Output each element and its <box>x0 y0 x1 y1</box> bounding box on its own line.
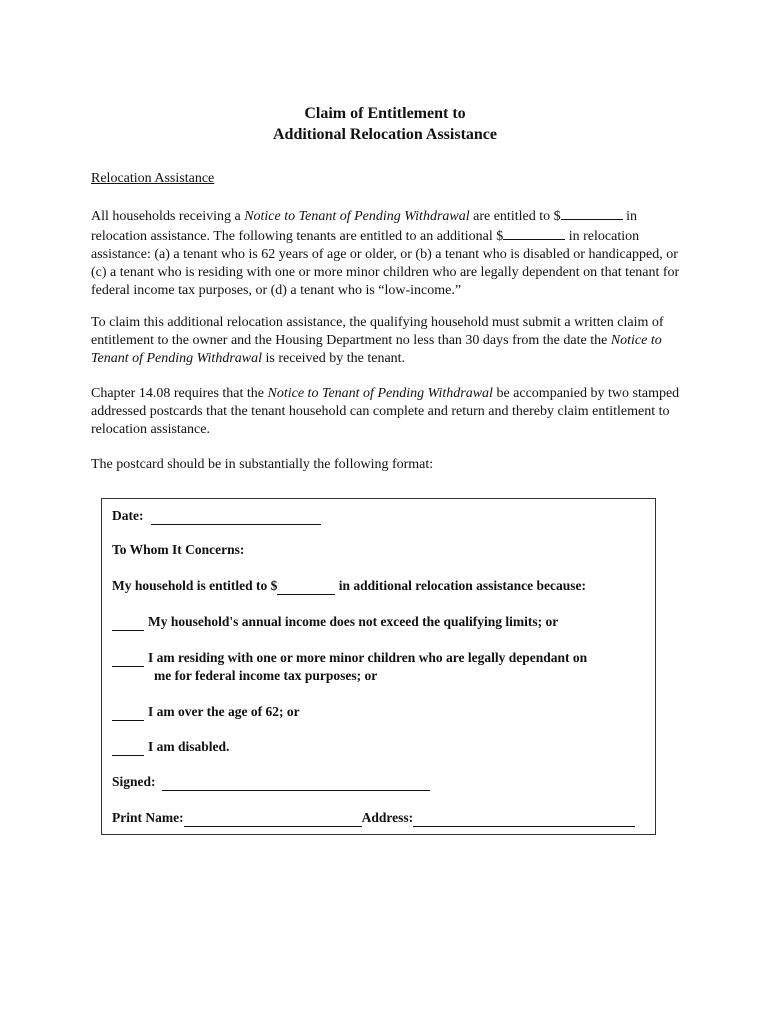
p1-text-additional: in relocation assistance. The following tenants are entitled to an additional $ <box>91 209 637 244</box>
p3-text-before: Chapter 14.08 requires that the <box>91 386 268 401</box>
p1-text-before: All households receiving a <box>91 209 245 224</box>
option-income-label: My household's annual income does not exceed the qualifying limits; or <box>148 614 559 629</box>
print-name-field[interactable] <box>184 812 362 827</box>
entitled-amount-field[interactable] <box>277 580 335 595</box>
section-heading: Relocation Assistance <box>91 171 215 186</box>
document-title <box>0 103 770 145</box>
date-row <box>112 507 321 525</box>
option-disabled-checkbox[interactable] <box>112 742 144 756</box>
date-field[interactable] <box>151 510 321 525</box>
option-minor-checkbox[interactable] <box>112 653 144 667</box>
entitlement-row <box>112 577 586 595</box>
signature-row <box>112 773 430 791</box>
option-age-label: I am over the age of 62; or <box>148 704 300 719</box>
title-line-1: Claim of Entitlement to <box>304 105 466 122</box>
p2-text-after: is received by the tenant. <box>262 351 406 366</box>
signed-label: Signed: <box>112 774 156 789</box>
print-name-label: Print Name: <box>112 810 184 825</box>
p1-notice-title: Notice to Tenant of Pending Withdrawal <box>244 209 470 224</box>
paragraph-chapter <box>91 385 681 439</box>
p2-notice-title: Notice to Tenant of Pending Withdrawal <box>91 333 662 366</box>
paragraph-format-intro: The postcard should be in substantially the following format: <box>91 457 434 472</box>
p2-text-before: To claim this additional relocation assistance, the qualifying household must submit a written claim of entitlement to the owner and the Housing Department no less than 30 days from the date the <box>91 315 664 348</box>
option-minor-continuation: me for federal income tax purposes; or <box>154 668 378 683</box>
p1-text-amount-label: are entitled to $ <box>469 209 561 224</box>
date-label: Date: <box>112 508 144 523</box>
option-age-row <box>112 703 300 721</box>
postcard-form <box>101 498 656 835</box>
address-field[interactable] <box>413 812 635 827</box>
name-address-row <box>112 809 635 827</box>
option-minor-row <box>112 649 587 667</box>
p3-notice-title: Notice to Tenant of Pending Withdrawal <box>267 386 493 401</box>
amount-blank-1 <box>561 206 623 220</box>
p1-text-conditions: in relocation assistance: (a) a tenant who is 62 years of age or older, or (b) a tenant who is disabled or handicapped, or (c) a tenant who is residing with one or more minor children who are legally dependent on that tenant for federal income tax purposes, or (d) a tenant who is “low-income.” <box>91 229 680 298</box>
salutation: To Whom It Concerns: <box>112 542 245 557</box>
option-income-row <box>112 613 558 631</box>
entitled-text-after: in additional relocation assistance because: <box>335 578 587 593</box>
option-income-checkbox[interactable] <box>112 617 144 631</box>
option-minor-label: I am residing with one or more minor children who are legally dependant on <box>148 650 588 665</box>
title-line-2: Additional Relocation Assistance <box>272 126 497 143</box>
address-label: Address: <box>361 810 414 825</box>
signature-field[interactable] <box>162 776 430 791</box>
paragraph-claim <box>91 314 681 368</box>
paragraph-entitlement <box>91 206 681 300</box>
option-disabled-label: I am disabled. <box>148 739 230 754</box>
option-disabled-row <box>112 738 229 756</box>
p3-text-after: be accompanied by two stamped addressed postcards that the tenant household can complete and return and thereby claim entitlement to relocation assistance. <box>91 386 680 437</box>
option-age-checkbox[interactable] <box>112 707 144 721</box>
amount-blank-2 <box>503 226 565 240</box>
entitled-text-before: My household is entitled to $ <box>112 578 278 593</box>
